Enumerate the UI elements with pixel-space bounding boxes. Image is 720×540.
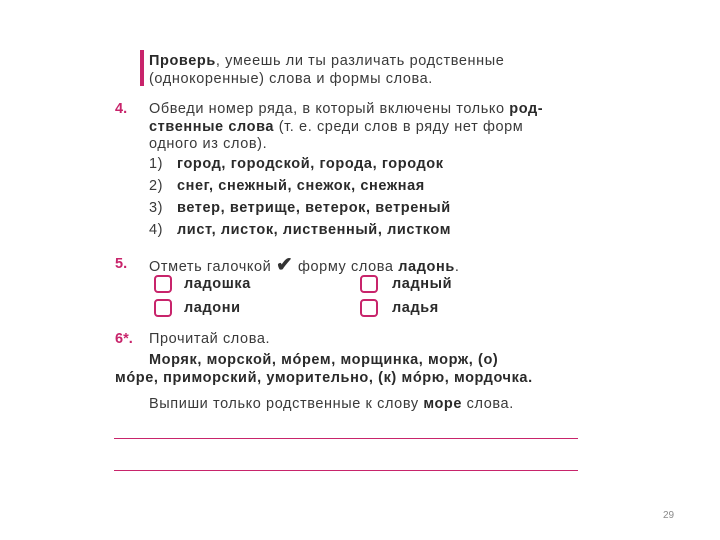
task-6-words-line-2: мóре, приморский, уморительно, (к) мóрю, мордочка.	[115, 370, 533, 386]
task-5-prompt-end: .	[454, 259, 460, 275]
row-words: лист, листок, лиственный, листком	[177, 222, 452, 238]
task-6-number: 6*.	[115, 331, 133, 347]
task-5-prompt-pre: Отметь галочкой	[149, 259, 272, 275]
row-number: 4)	[149, 222, 164, 238]
page-number: 29	[663, 510, 675, 521]
checkbox-option-1[interactable]	[154, 275, 172, 293]
checkbox-option-4[interactable]	[360, 299, 378, 317]
task-4-line-2-bold: ственные слова	[149, 119, 275, 135]
task-5-prompt-bold: ладонь	[398, 259, 455, 275]
task-4-row-4[interactable]	[149, 220, 451, 242]
task-4-line-1-text: Обведи номер ряда, в который включены только	[149, 101, 510, 117]
task-6-write-instruction	[149, 395, 514, 414]
task-4-row-2[interactable]	[149, 176, 425, 198]
row-words: город, городской, города, городок	[177, 156, 444, 172]
write-prompt-pre: Выпиши только родственные к слову	[149, 396, 424, 412]
checkbox-option-3[interactable]	[154, 299, 172, 317]
task-4-number: 4.	[115, 101, 128, 117]
task-4-instruction-line-1	[149, 100, 543, 119]
row-words: ветер, ветрище, ветерок, ветреный	[177, 200, 451, 216]
row-words: снег, снежный, снежок, снежная	[177, 178, 425, 194]
task-4-row-1[interactable]	[149, 154, 444, 176]
task-4-row-3[interactable]	[149, 198, 451, 220]
task-6-words-line-1: Моряк, морской, мóрем, морщинка, морж, (о)	[149, 352, 499, 368]
task-4-line-2-text: (т. е. среди слов в ряду нет форм	[274, 119, 524, 135]
task-5-number: 5.	[115, 256, 128, 272]
option-label-3: ладони	[184, 300, 241, 316]
row-number: 2)	[149, 178, 164, 194]
task-4-instruction-line-3: одного из слов).	[149, 136, 268, 152]
task-5-prompt-mid: форму слова	[297, 259, 399, 275]
task-5-instruction	[149, 255, 459, 277]
checkbox-option-2[interactable]	[360, 275, 378, 293]
intro-accent-bar	[140, 50, 144, 86]
row-number: 3)	[149, 200, 164, 216]
answer-line-2[interactable]	[114, 470, 578, 471]
write-prompt-end: слова.	[462, 396, 514, 412]
intro-bold-word: Проверь	[149, 53, 216, 69]
intro-line-1-rest: , умеешь ли ты различать родственные	[215, 53, 505, 69]
answer-line-1[interactable]	[114, 438, 578, 439]
intro-line-2: (однокоренные) слова и формы слова.	[149, 71, 433, 87]
check-mark-icon: ✔	[275, 254, 294, 276]
option-label-4: ладья	[392, 300, 439, 316]
option-label-2: ладный	[392, 276, 453, 292]
intro-line-1	[149, 52, 504, 71]
task-4-line-1-bold: род-	[509, 101, 544, 117]
write-prompt-bold: море	[423, 396, 463, 412]
task-6-instruction: Прочитай слова.	[149, 331, 271, 347]
option-label-1: ладошка	[184, 276, 251, 292]
row-number: 1)	[149, 156, 164, 172]
